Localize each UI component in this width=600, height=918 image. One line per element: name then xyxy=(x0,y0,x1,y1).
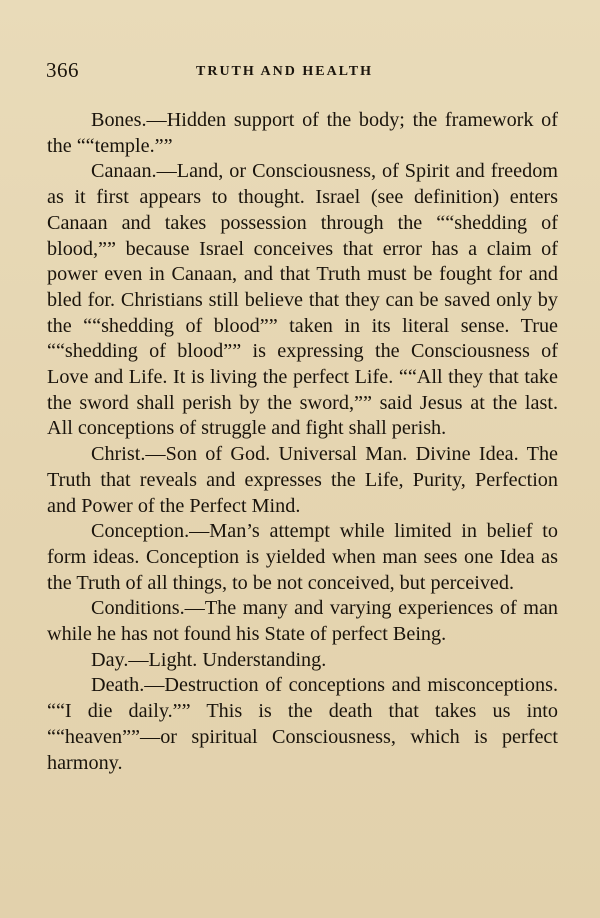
glossary-text xyxy=(47,108,558,776)
glossary-entry-bones: Bones.—Hidden support of the body; the framework of the ““temple.”” xyxy=(47,109,558,157)
glossary-entry-death: Death.—Destruction of conceptions and misconceptions. ““I die daily.”” This is the death that takes us into ““heaven””—or spiritual Consciousness, which is perfect harmony. xyxy=(47,674,558,774)
glossary-entry-canaan: Canaan.—Land, or Consciousness, of Spirit and freedom as it first appears to thought. Israel (see definition) enters Canaan and takes possession through the ““shedding of blood,”” because Israel conceives that error has a claim of power even in Canaan, and that Truth must be fought for and bled for. Christians still believe that they can be saved only by the ““shedding of blood”” taken in its literal sense. True ““shedding of blood”” is expressing the Consciousness of Love and Life. It is living the perfect Life. ““All they that take the sword shall perish by the sword,”” said Jesus at the last. All conceptions of struggle and fight shall perish. xyxy=(47,160,558,440)
page-header xyxy=(46,58,558,86)
glossary-entry-conception: Conception.—Man’s attempt while limited in belief to form ideas. Conception is yielded when man sees one Idea as the Truth of all things, to be not conceived, but perceived. xyxy=(47,520,558,594)
glossary-entry-day: Day.—Light. Understanding. xyxy=(91,648,327,671)
glossary-entry-conditions: Conditions.—The many and varying experiences of man while he has not found his State of perfect Being. xyxy=(47,597,558,646)
page-number: 366 xyxy=(46,58,79,82)
glossary-entry-christ: Christ.—Son of God. Universal Man. Divine Idea. The Truth that reveals and expresses the Life, Purity, Perfection and Power of the Perfect Mind. xyxy=(47,443,558,517)
running-title: TRUTH AND HEALTH xyxy=(196,64,373,79)
